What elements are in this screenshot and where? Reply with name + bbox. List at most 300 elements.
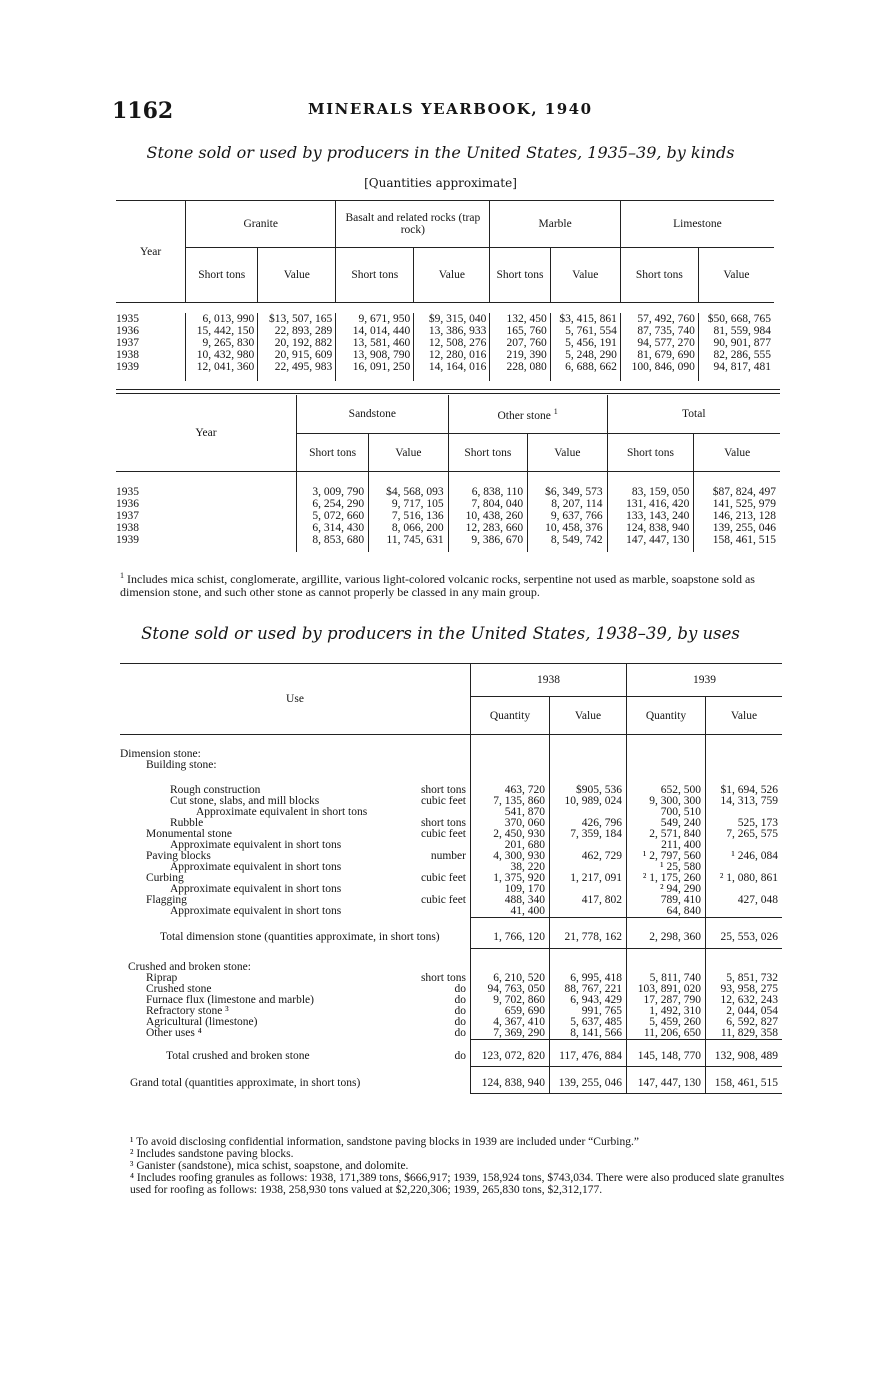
granite-tons-header: Short tons bbox=[186, 248, 258, 303]
use-label: Flagging bbox=[146, 893, 187, 906]
value-cell bbox=[706, 884, 783, 895]
value-cell: 87, 735, 740 bbox=[620, 325, 698, 337]
spacer-cell bbox=[620, 373, 698, 381]
spacer-cell bbox=[528, 546, 607, 552]
value-cell: 12, 041, 360 bbox=[186, 361, 258, 373]
value-cell: 1, 766, 120 bbox=[471, 917, 550, 948]
limestone-tons-header: Short tons bbox=[620, 248, 698, 303]
value-cell: 4, 300, 930 bbox=[471, 851, 550, 862]
value-cell: 13, 908, 790 bbox=[336, 349, 414, 361]
year-header-2: Year bbox=[116, 395, 297, 472]
value-cell bbox=[706, 807, 783, 818]
use-label: Approximate equivalent in short tons bbox=[196, 805, 368, 818]
value-cell: 21, 778, 162 bbox=[550, 917, 627, 948]
footnote-mark: 1 bbox=[120, 571, 124, 580]
table-row bbox=[116, 325, 774, 337]
value-cell bbox=[550, 884, 627, 895]
value-cell bbox=[627, 749, 706, 760]
value-cell: $4, 568, 093 bbox=[369, 486, 448, 498]
value-cell: 93, 958, 275 bbox=[706, 984, 783, 995]
value-cell: 20, 915, 609 bbox=[258, 349, 336, 361]
value-cell: 94, 763, 050 bbox=[471, 984, 550, 995]
table-row bbox=[120, 862, 782, 873]
spacer-cell bbox=[369, 472, 448, 486]
value-cell: ¹ 2, 797, 560 bbox=[627, 851, 706, 862]
value-cell: 8, 066, 200 bbox=[369, 522, 448, 534]
value-cell: 9, 702, 860 bbox=[471, 995, 550, 1006]
value-cell: 6, 592, 827 bbox=[706, 1017, 783, 1028]
use-cell bbox=[120, 771, 471, 796]
value-cell: 9, 637, 766 bbox=[528, 510, 607, 522]
value-cell: 14, 313, 759 bbox=[706, 796, 783, 807]
use-label: Approximate equivalent in short tons bbox=[170, 838, 342, 851]
limestone-header: Limestone bbox=[620, 201, 774, 248]
value-cell: 6, 013, 990 bbox=[186, 313, 258, 325]
value-cell: 14, 014, 440 bbox=[336, 325, 414, 337]
value-cell: 7, 135, 860 bbox=[471, 796, 550, 807]
spacer-cell bbox=[116, 472, 297, 486]
value-cell: $1, 694, 526 bbox=[706, 771, 783, 796]
table-divider bbox=[116, 389, 780, 394]
use-label: Approximate equivalent in short tons bbox=[170, 882, 342, 895]
spacer-cell bbox=[369, 546, 448, 552]
value-cell: 3, 009, 790 bbox=[297, 486, 369, 498]
use-label: Crushed stone bbox=[146, 983, 212, 995]
value-cell: 5, 456, 191 bbox=[550, 337, 620, 349]
value-cell: 158, 461, 515 bbox=[694, 534, 780, 546]
use-label: Dimension stone: bbox=[120, 747, 201, 760]
spacer-cell bbox=[698, 373, 774, 381]
year-cell: 1938 bbox=[116, 348, 139, 361]
value-cell bbox=[550, 760, 627, 771]
spacer-cell bbox=[414, 373, 490, 381]
spacer-cell bbox=[627, 735, 706, 749]
spacer-cell bbox=[607, 546, 694, 552]
value-cell: 158, 461, 515 bbox=[706, 1067, 783, 1094]
table-row bbox=[116, 337, 774, 349]
value-cell: 6, 943, 429 bbox=[550, 995, 627, 1006]
table-row bbox=[116, 534, 780, 546]
value-cell: 1, 492, 310 bbox=[627, 1006, 706, 1017]
value-cell: 38, 220 bbox=[471, 862, 550, 873]
table-row bbox=[120, 749, 782, 760]
use-label: Total dimension stone (quantities approximate, in short tons) bbox=[160, 931, 440, 943]
value-cell: 488, 340 bbox=[471, 895, 550, 906]
running-title: MINERALS YEARBOOK, 1940 bbox=[308, 100, 593, 118]
value-cell: 17, 287, 790 bbox=[627, 995, 706, 1006]
value-cell bbox=[706, 760, 783, 771]
value-cell: ¹ 25, 580 bbox=[627, 862, 706, 873]
value-cell: 2, 044, 054 bbox=[706, 1006, 783, 1017]
value-cell: 147, 447, 130 bbox=[627, 1067, 706, 1094]
use-label: Rubble bbox=[170, 816, 204, 829]
value-cell: 5, 248, 290 bbox=[550, 349, 620, 361]
value-cell bbox=[627, 760, 706, 771]
footnote-text: Includes mica schist, conglomerate, argillite, various light-colored volcanic rocks, serpentine not used as marble, soapstone sold as dimension stone, and such other stone as cannot properly be classed in any main group. bbox=[120, 572, 755, 599]
value-cell: 211, 400 bbox=[627, 840, 706, 851]
value-cell bbox=[550, 840, 627, 851]
value-cell: 147, 447, 130 bbox=[607, 534, 694, 546]
value-cell bbox=[550, 862, 627, 873]
value-cell: 22, 495, 983 bbox=[258, 361, 336, 373]
value-cell: 700, 510 bbox=[627, 807, 706, 818]
value-cell: 16, 091, 250 bbox=[336, 361, 414, 373]
value-cell: 417, 802 bbox=[550, 895, 627, 906]
spacer-cell bbox=[336, 373, 414, 381]
value-cell bbox=[471, 948, 550, 973]
limestone-value-header: Value bbox=[698, 248, 774, 303]
value-cell: 9, 300, 300 bbox=[627, 796, 706, 807]
value-cell: 12, 632, 243 bbox=[706, 995, 783, 1006]
use-label: Furnace flux (limestone and marble) bbox=[146, 994, 314, 1006]
table-row bbox=[120, 760, 782, 771]
value-cell: $13, 507, 165 bbox=[258, 313, 336, 325]
table-row bbox=[116, 510, 780, 522]
value-cell: 100, 846, 090 bbox=[620, 361, 698, 373]
use-label: Approximate equivalent in short tons bbox=[170, 904, 342, 917]
spacer-cell bbox=[186, 373, 258, 381]
year-header: Year bbox=[116, 201, 186, 303]
value-cell: 6, 838, 110 bbox=[448, 486, 527, 498]
use-label: Other uses ⁴ bbox=[146, 1027, 202, 1040]
table-row bbox=[116, 361, 774, 373]
value-cell: 2, 571, 840 bbox=[627, 829, 706, 840]
page-number: 1162 bbox=[112, 98, 174, 124]
value-cell: 10, 438, 260 bbox=[448, 510, 527, 522]
spacer-cell bbox=[258, 373, 336, 381]
other-stone-header bbox=[448, 395, 607, 434]
value-cell: 6, 314, 430 bbox=[297, 522, 369, 534]
value-cell bbox=[706, 948, 783, 973]
value-cell: 9, 386, 670 bbox=[448, 534, 527, 546]
total-header: Total bbox=[607, 395, 780, 434]
table-row bbox=[120, 884, 782, 895]
value-cell: $3, 415, 861 bbox=[550, 313, 620, 325]
table1-title: Stone sold or used by producers in the United States, 1935–39, by kinds bbox=[146, 143, 735, 162]
value-cell: 9, 265, 830 bbox=[186, 337, 258, 349]
use-label: Refractory stone ³ bbox=[146, 1005, 229, 1017]
footnote-1 bbox=[120, 569, 782, 599]
value-cell: 462, 729 bbox=[550, 851, 627, 862]
value-cell: 131, 416, 420 bbox=[607, 498, 694, 510]
value-cell: $905, 536 bbox=[550, 771, 627, 796]
basalt-value-header: Value bbox=[414, 248, 490, 303]
value-cell: 525, 173 bbox=[706, 818, 783, 829]
value-cell: 2, 298, 360 bbox=[627, 917, 706, 948]
value-cell: 13, 386, 933 bbox=[414, 325, 490, 337]
value-1939-header: Value bbox=[706, 697, 783, 735]
value-cell: 41, 400 bbox=[471, 906, 550, 918]
value-cell: 88, 767, 221 bbox=[550, 984, 627, 995]
value-cell bbox=[627, 948, 706, 973]
use-cell bbox=[120, 1067, 471, 1094]
spacer-cell bbox=[116, 303, 774, 313]
value-cell: 426, 796 bbox=[550, 818, 627, 829]
value-cell bbox=[550, 906, 627, 918]
spacer-cell bbox=[550, 373, 620, 381]
use-label: Cut stone, slabs, and mill blocks bbox=[170, 794, 320, 807]
value-cell: 9, 671, 950 bbox=[336, 313, 414, 325]
value-cell: 789, 410 bbox=[627, 895, 706, 906]
value-cell: 5, 637, 485 bbox=[550, 1017, 627, 1028]
value-cell: 11, 829, 358 bbox=[706, 1028, 783, 1040]
use-unit: cubic feet bbox=[420, 893, 466, 906]
spacer-row bbox=[116, 303, 774, 313]
use-cell bbox=[120, 906, 471, 918]
year-cell: 1936 bbox=[116, 324, 139, 337]
table1-subtitle: [Quantities approximate] bbox=[364, 176, 517, 190]
value-cell: 109, 170 bbox=[471, 884, 550, 895]
spacer-row bbox=[116, 373, 774, 381]
use-unit: do bbox=[454, 1027, 466, 1040]
use-unit: do bbox=[454, 1016, 466, 1028]
spacer-cell bbox=[448, 472, 527, 486]
sandstone-value-header: Value bbox=[369, 434, 448, 472]
table-row bbox=[116, 349, 774, 361]
value-cell bbox=[550, 948, 627, 973]
value-cell: 7, 516, 136 bbox=[369, 510, 448, 522]
value-cell: $87, 824, 497 bbox=[694, 486, 780, 498]
use-unit: do bbox=[454, 1005, 466, 1017]
value-cell: 81, 559, 984 bbox=[698, 325, 774, 337]
footnote-line: ³ Ganister (sandstone), mica schist, soapstone, and dolomite. bbox=[130, 1160, 409, 1172]
use-label: Paving blocks bbox=[146, 849, 211, 862]
value-cell: 1, 217, 091 bbox=[550, 873, 627, 884]
value-cell: 13, 581, 460 bbox=[336, 337, 414, 349]
use-label: Building stone: bbox=[146, 758, 217, 771]
spacer-cell bbox=[116, 373, 186, 381]
value-cell: 165, 760 bbox=[490, 325, 550, 337]
year-cell: 1939 bbox=[116, 360, 139, 373]
year-cell: 1939 bbox=[116, 533, 139, 546]
value-cell: 94, 817, 481 bbox=[698, 361, 774, 373]
use-label: Agricultural (limestone) bbox=[146, 1016, 258, 1028]
footnote-line: ¹ To avoid disclosing confidential information, sandstone paving blocks in 1939 are included under “Curbing.” bbox=[130, 1136, 639, 1148]
use-unit: cubic feet bbox=[420, 794, 466, 807]
sandstone-header: Sandstone bbox=[297, 395, 449, 434]
sandstone-tons-header: Short tons bbox=[297, 434, 369, 472]
total-value-header: Value bbox=[694, 434, 780, 472]
basalt-header: Basalt and related rocks (trap rock) bbox=[336, 201, 490, 248]
spacer-cell bbox=[706, 735, 783, 749]
value-cell: 4, 367, 410 bbox=[471, 1017, 550, 1028]
footnote-ref: 1 bbox=[553, 406, 558, 416]
value-cell: $6, 349, 573 bbox=[528, 486, 607, 498]
value-cell: 427, 048 bbox=[706, 895, 783, 906]
use-cell bbox=[120, 1040, 471, 1067]
value-cell: 14, 164, 016 bbox=[414, 361, 490, 373]
year-1938-header: 1938 bbox=[471, 664, 627, 697]
spacer-cell bbox=[297, 472, 369, 486]
value-cell: 652, 500 bbox=[627, 771, 706, 796]
use-unit: short tons bbox=[420, 783, 466, 796]
use-header: Use bbox=[120, 664, 471, 735]
value-cell bbox=[550, 749, 627, 760]
year-1939-header: 1939 bbox=[627, 664, 783, 697]
value-cell: 8, 207, 114 bbox=[528, 498, 607, 510]
value-cell: 370, 060 bbox=[471, 818, 550, 829]
value-cell: 132, 450 bbox=[490, 313, 550, 325]
use-unit: cubic feet bbox=[420, 827, 466, 840]
value-cell bbox=[706, 862, 783, 873]
value-cell: 219, 390 bbox=[490, 349, 550, 361]
value-cell: 132, 908, 489 bbox=[706, 1040, 783, 1067]
year-cell: 1936 bbox=[116, 497, 139, 510]
year-cell: 1937 bbox=[116, 336, 139, 349]
use-label: Total crushed and broken stone bbox=[166, 1049, 310, 1062]
value-cell: 12, 283, 660 bbox=[448, 522, 527, 534]
value-cell: 6, 688, 662 bbox=[550, 361, 620, 373]
value-cell bbox=[550, 807, 627, 818]
value-cell: 139, 255, 046 bbox=[550, 1067, 627, 1094]
table-row bbox=[120, 1040, 782, 1067]
value-cell: 6, 254, 290 bbox=[297, 498, 369, 510]
footnote-line: ⁴ Includes roofing granules as follows: 1938, 171,389 tons, $666,917; 1939, 158,924 tons, $743,034. There were also produced slate granultes used for roofing as follows: 1938, 258,930 tons valued at $2,220,306; 1939, 265,830 tons, $2,312,177. bbox=[130, 1172, 785, 1196]
use-label: Curbing bbox=[146, 871, 184, 884]
value-cell: 145, 148, 770 bbox=[627, 1040, 706, 1067]
value-cell: 5, 459, 260 bbox=[627, 1017, 706, 1028]
value-cell: 10, 432, 980 bbox=[186, 349, 258, 361]
value-cell: 57, 492, 760 bbox=[620, 313, 698, 325]
use-label: Grand total (quantities approximate, in short tons) bbox=[130, 1076, 361, 1089]
value-cell: 228, 080 bbox=[490, 361, 550, 373]
use-unit: cubic feet bbox=[420, 871, 466, 884]
table3-title: Stone sold or used by producers in the United States, 1938–39, by uses bbox=[141, 624, 740, 643]
spacer-cell bbox=[607, 472, 694, 486]
value-cell: 94, 577, 270 bbox=[620, 337, 698, 349]
value-cell: 11, 206, 650 bbox=[627, 1028, 706, 1040]
total-tons-header: Short tons bbox=[607, 434, 694, 472]
value-cell: ¹ 246, 084 bbox=[706, 851, 783, 862]
spacer-row bbox=[116, 472, 780, 486]
uses-footnotes bbox=[130, 1136, 792, 1196]
value-cell: 117, 476, 884 bbox=[550, 1040, 627, 1067]
use-cell bbox=[120, 1028, 471, 1040]
table-row bbox=[120, 807, 782, 818]
value-cell: 463, 720 bbox=[471, 771, 550, 796]
granite-header: Granite bbox=[186, 201, 336, 248]
spacer-cell bbox=[471, 735, 550, 749]
value-cell: 541, 870 bbox=[471, 807, 550, 818]
year-cell: 1938 bbox=[116, 521, 139, 534]
value-cell: 7, 804, 040 bbox=[448, 498, 527, 510]
spacer-cell bbox=[120, 735, 471, 749]
value-cell: 8, 141, 566 bbox=[550, 1028, 627, 1040]
marble-header: Marble bbox=[490, 201, 621, 248]
use-label: Monumental stone bbox=[146, 827, 232, 840]
value-cell: $50, 668, 765 bbox=[698, 313, 774, 325]
value-cell: 991, 765 bbox=[550, 1006, 627, 1017]
value-cell: 6, 210, 520 bbox=[471, 973, 550, 984]
value-cell bbox=[471, 749, 550, 760]
footnote-line: ² Includes sandstone paving blocks. bbox=[130, 1148, 294, 1160]
table-row bbox=[120, 771, 782, 796]
value-cell: 659, 690 bbox=[471, 1006, 550, 1017]
kinds-table-2 bbox=[116, 395, 780, 552]
value-cell bbox=[706, 906, 783, 918]
value-cell: 141, 525, 979 bbox=[694, 498, 780, 510]
table-row bbox=[116, 313, 774, 325]
value-cell: 7, 265, 575 bbox=[706, 829, 783, 840]
other-tons-header: Short tons bbox=[448, 434, 527, 472]
spacer-cell bbox=[297, 546, 369, 552]
value-cell: 90, 901, 877 bbox=[698, 337, 774, 349]
value-cell: 124, 838, 940 bbox=[607, 522, 694, 534]
value-1938-header: Value bbox=[550, 697, 627, 735]
value-cell: 549, 240 bbox=[627, 818, 706, 829]
marble-value-header: Value bbox=[550, 248, 620, 303]
quantity-1938-header: Quantity bbox=[471, 697, 550, 735]
value-cell: 123, 072, 820 bbox=[471, 1040, 550, 1067]
value-cell: 10, 989, 024 bbox=[550, 796, 627, 807]
value-cell: 6, 995, 418 bbox=[550, 973, 627, 984]
table-row bbox=[120, 906, 782, 918]
year-cell: 1935 bbox=[116, 485, 139, 498]
spacer-cell bbox=[550, 735, 627, 749]
value-cell: 64, 840 bbox=[627, 906, 706, 918]
use-cell bbox=[120, 917, 471, 948]
value-cell: 7, 369, 290 bbox=[471, 1028, 550, 1040]
kinds-table-1 bbox=[116, 200, 774, 381]
uses-table bbox=[120, 663, 782, 1094]
value-cell: 1, 375, 920 bbox=[471, 873, 550, 884]
table-row bbox=[116, 486, 780, 498]
value-cell bbox=[471, 760, 550, 771]
value-cell: 81, 679, 690 bbox=[620, 349, 698, 361]
use-label: Approximate equivalent in short tons bbox=[170, 860, 342, 873]
value-cell: ² 1, 080, 861 bbox=[706, 873, 783, 884]
value-cell: 124, 838, 940 bbox=[471, 1067, 550, 1094]
value-cell: 133, 143, 240 bbox=[607, 510, 694, 522]
use-cell bbox=[120, 760, 471, 771]
table-row bbox=[120, 948, 782, 973]
spacer-cell bbox=[528, 472, 607, 486]
value-cell: 207, 760 bbox=[490, 337, 550, 349]
value-cell: 2, 450, 930 bbox=[471, 829, 550, 840]
value-cell: 22, 893, 289 bbox=[258, 325, 336, 337]
table-row bbox=[120, 840, 782, 851]
value-cell: 5, 072, 660 bbox=[297, 510, 369, 522]
value-cell: 7, 359, 184 bbox=[550, 829, 627, 840]
value-cell: 9, 717, 105 bbox=[369, 498, 448, 510]
table-row bbox=[120, 917, 782, 948]
value-cell: 5, 761, 554 bbox=[550, 325, 620, 337]
value-cell: 103, 891, 020 bbox=[627, 984, 706, 995]
other-stone-label: Other stone bbox=[497, 409, 551, 422]
value-cell: $9, 315, 040 bbox=[414, 313, 490, 325]
value-cell bbox=[706, 749, 783, 760]
value-cell: 8, 853, 680 bbox=[297, 534, 369, 546]
spacer-cell bbox=[116, 546, 297, 552]
year-cell: 1935 bbox=[116, 312, 139, 325]
value-cell: 12, 508, 276 bbox=[414, 337, 490, 349]
spacer-cell bbox=[490, 373, 550, 381]
marble-tons-header: Short tons bbox=[490, 248, 550, 303]
use-unit: do bbox=[454, 1049, 466, 1062]
granite-value-header: Value bbox=[258, 248, 336, 303]
value-cell bbox=[706, 840, 783, 851]
spacer-cell bbox=[448, 546, 527, 552]
use-unit: short tons bbox=[420, 972, 466, 984]
table-row bbox=[120, 1067, 782, 1094]
value-cell: 82, 286, 555 bbox=[698, 349, 774, 361]
value-cell: 201, 680 bbox=[471, 840, 550, 851]
table-row bbox=[116, 498, 780, 510]
spacer-row bbox=[120, 735, 782, 749]
quantity-1939-header: Quantity bbox=[627, 697, 706, 735]
use-unit: do bbox=[454, 983, 466, 995]
value-cell: 10, 458, 376 bbox=[528, 522, 607, 534]
